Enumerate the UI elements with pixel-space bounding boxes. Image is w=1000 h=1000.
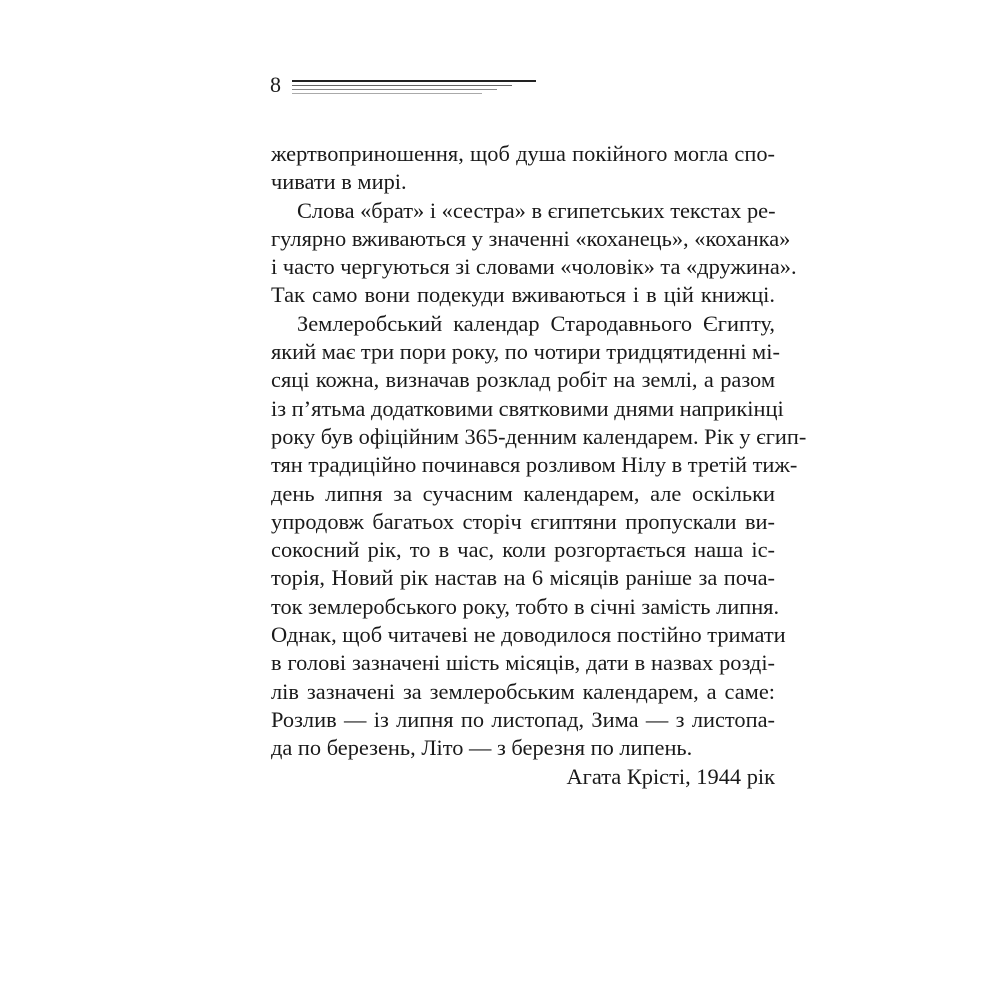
text-line: Землеробський календар Стародавнього Єгипту, bbox=[297, 310, 775, 336]
signature: Агата Крісті, 1944 рік bbox=[566, 763, 775, 789]
text-line: Однак, щоб читачеві не доводилося постійно тримати bbox=[271, 622, 786, 648]
text-line: лів зазначені за землеробським календарем, а саме: bbox=[271, 678, 775, 704]
text-line: день липня за сучасним календарем, але оскільки bbox=[271, 480, 775, 506]
text-line: із п’ятьма додатковими святковими днями наприкінці bbox=[271, 395, 784, 421]
text-line: ток землеробського року, тобто в січні замість липня. bbox=[271, 593, 780, 619]
text-line: Так само вони подекуди вживаються і в цій книжці. bbox=[271, 282, 775, 308]
header-rule-line bbox=[292, 80, 536, 82]
header-rule-line bbox=[292, 85, 512, 86]
text-line: який має три пори року, по чотири тридцятиденні мі- bbox=[271, 339, 780, 365]
text-line: жертвоприношення, щоб душа покійного могла спо- bbox=[271, 141, 775, 166]
text-line: торія, Новий рік настав на 6 місяців раніше за поча- bbox=[271, 565, 775, 591]
text-line: тян традиційно починався розливом Нілу в третій тиж- bbox=[271, 452, 798, 478]
text-line: сяці кожна, визначав розклад робіт на землі, а разом bbox=[271, 367, 775, 393]
body-text bbox=[271, 140, 807, 791]
text-line: упродовж багатьох сторіч єгиптяни пропускали ви- bbox=[271, 508, 775, 534]
text-line: гулярно вживаються у значенні «коханець», «коханка» bbox=[271, 225, 791, 251]
text-line: чивати в мирі. bbox=[271, 169, 407, 195]
text-line: сокосний рік, то в час, коли розгортається наша іс- bbox=[271, 537, 775, 563]
header-rule-line bbox=[292, 89, 497, 90]
text-line: в голові зазначені шість місяців, дати в назвах розді- bbox=[271, 650, 775, 676]
page-number: 8 bbox=[270, 72, 281, 97]
text-line: Розлив — із липня по листопад, Зима — з листопа- bbox=[271, 706, 775, 732]
text-line: і часто чергуються зі словами «чоловік» та «дружина». bbox=[271, 254, 797, 280]
header-rule-decoration bbox=[292, 80, 536, 94]
text-line: да по березень, Літо — з березня по липень. bbox=[271, 735, 693, 761]
text-line: Слова «брат» і «сестра» в єгипетських текстах ре- bbox=[297, 197, 776, 223]
header-rule-line bbox=[292, 93, 482, 94]
text-line: року був офіційним 365-денним календарем. Рік у єгип- bbox=[271, 423, 807, 449]
